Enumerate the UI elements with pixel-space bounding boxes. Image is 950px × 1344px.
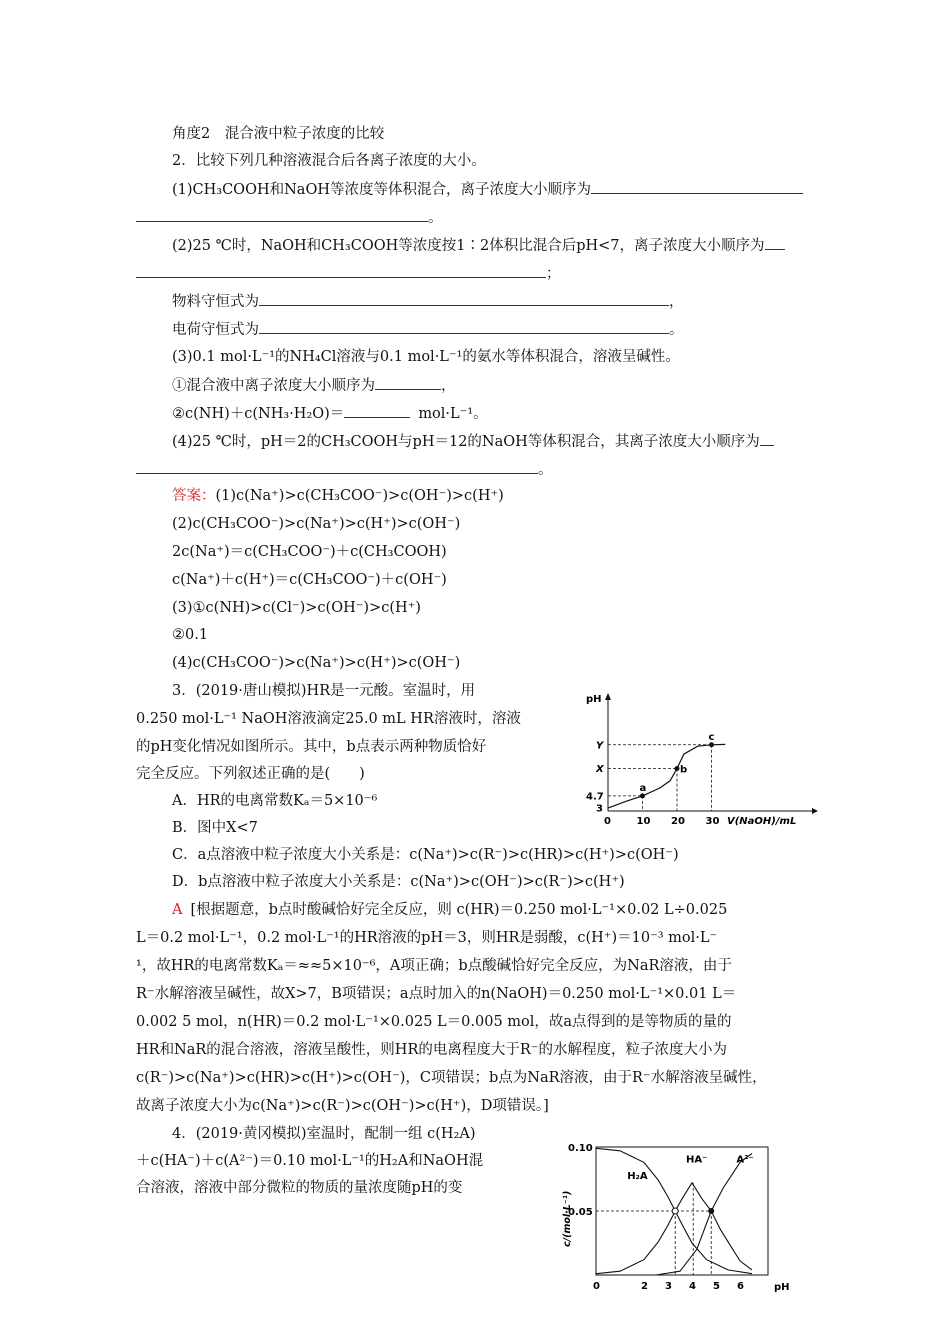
point-label: b xyxy=(680,764,688,776)
answer-blank xyxy=(259,291,669,306)
answer-blank xyxy=(760,431,774,446)
x-axis-label: V(NaOH)/mL xyxy=(727,816,797,827)
x-axis-arrow xyxy=(812,808,818,814)
series-label: HA⁻ xyxy=(686,1154,708,1166)
section-title: 角度2 混合液中粒子浓度的比较 xyxy=(172,126,385,142)
series-label: H₂A xyxy=(627,1171,648,1182)
x-tick-label: 6 xyxy=(737,1281,744,1292)
x-tick-label: 2 xyxy=(641,1281,648,1292)
y-tick-label: Y xyxy=(596,740,604,752)
q3-line-4: 完全反应。下列叙述正确的是( ) xyxy=(136,766,365,782)
point-label: a xyxy=(639,782,647,794)
q3-explanation-5: 0.002 5 mol，n(HR)＝0.2 mol·L⁻¹×0.025 L＝0.005 mol，故a点得到的是等物质的量的 xyxy=(136,1014,732,1030)
crossing-point-open xyxy=(672,1208,678,1214)
x-tick-label: 0 xyxy=(593,1281,600,1292)
q3-line-1: 3．(2019·唐山模拟)HR是一元酸。室温时，用 xyxy=(172,683,476,699)
answer-line-3: 2c(Na⁺)＝c(CH₃COO⁻)＋c(CH₃COOH) xyxy=(172,544,447,560)
q3-option-c: C．a点溶液中粒子浓度大小关系是：c(Na⁺)>c(R⁻)>c(HR)>c(H⁺)>c(OH⁻) xyxy=(172,847,679,863)
series-label: A²⁻ xyxy=(736,1154,754,1166)
q2-part3: (3)0.1 mol·L⁻¹的NH₄Cl溶液与0.1 mol·L⁻¹的氨水等体积混合，溶液呈碱性。 xyxy=(172,349,680,365)
point-a xyxy=(640,793,645,798)
y-tick-label: X xyxy=(596,764,604,776)
species-distribution-chart xyxy=(550,1135,790,1305)
y-tick-label: 4.7 xyxy=(586,791,604,803)
q3-option-b: B．图中X<7 xyxy=(172,820,258,836)
q4-line-3: 合溶液，溶液中部分微粒的物质的量浓度随pH的变 xyxy=(136,1180,463,1196)
answer-label: 答案： xyxy=(172,488,216,504)
answer-blank xyxy=(136,207,428,222)
q2-part2-cont: ； xyxy=(136,263,561,284)
q4-line-2: ＋c(HA⁻)＋c(A²⁻)＝0.10 mol·L⁻¹的H₂A和NaOH混 xyxy=(136,1153,484,1169)
q2-mass-balance: 物料守恒式为 ， xyxy=(172,291,684,312)
q2-charge-balance: 电荷守恒式为 。 xyxy=(172,319,684,340)
y-tick-label: 0.05 xyxy=(568,1207,593,1218)
q2-part2: (2)25 ℃时，NaOH和CH₃COOH等浓度按1∶2体积比混合后pH<7，离子浓度大小顺序为 xyxy=(172,235,785,256)
q2-part1: (1)CH₃COOH和NaOH等浓度等体积混合，离子浓度大小顺序为 xyxy=(172,179,803,200)
x-tick-label: 5 xyxy=(713,1281,720,1292)
q2-part1-cont: 。 xyxy=(136,207,443,228)
x-tick-label: 30 xyxy=(705,816,720,827)
q2-part4: (4)25 ℃时，pH＝2的CH₃COOH与pH＝12的NaOH等体积混合，其离子浓度大小顺序为 xyxy=(172,431,774,452)
q2-stem: 2．比较下列几种溶液混合后各离子浓度的大小。 xyxy=(172,153,486,169)
answer-blank xyxy=(136,263,546,278)
x-tick-label: 20 xyxy=(671,816,685,827)
answer-line-6: ②0.1 xyxy=(172,627,209,643)
answer-blank xyxy=(136,459,538,474)
answer-blank xyxy=(344,403,410,418)
q3-answer-letter: A xyxy=(172,902,183,918)
answer-line-5: (3)①c(NH)>c(Cl⁻)>c(OH⁻)>c(H⁺) xyxy=(172,600,421,616)
y-tick-label: 3 xyxy=(596,803,603,815)
q3-explanation-8: 故离子浓度大小为c(Na⁺)>c(R⁻)>c(OH⁻)>c(H⁺)，D项错误。] xyxy=(136,1098,549,1114)
point-label: c xyxy=(708,731,715,743)
answer-line-1: 答案：(1)c(Na⁺)>c(CH₃COO⁻)>c(OH⁻)>c(H⁺) xyxy=(172,488,504,504)
crossing-point-filled xyxy=(708,1208,714,1214)
q3-option-a: A．HR的电离常数Kₐ＝5×10⁻⁶ xyxy=(172,793,378,809)
x-tick-label: 0 xyxy=(604,816,611,827)
q4-line-1: 4．(2019·黄冈模拟)室温时，配制一组 c(H₂A) xyxy=(172,1126,476,1142)
q3-explanation-2: L＝0.2 mol·L⁻¹，0.2 mol·L⁻¹的HR溶液的pH＝3，则HR是弱酸，c(H⁺)＝10⁻³ mol·L⁻ xyxy=(136,930,718,946)
q2-part3b: ②c(NH)＋c(NH₃·H₂O)＝ mol·L⁻¹。 xyxy=(172,403,488,424)
curve-HA⁻ xyxy=(596,1183,752,1274)
y-axis-arrow xyxy=(605,693,611,700)
q3-explanation-4: R⁻水解溶液呈碱性，故X>7，B项错误；a点时加入的n(NaOH)＝0.250 mol·L⁻¹×0.01 L＝ xyxy=(136,986,737,1002)
y-tick-label: 0.10 xyxy=(568,1143,593,1154)
x-tick-label: 3 xyxy=(665,1281,672,1292)
point-c xyxy=(709,742,714,747)
answer-blank xyxy=(765,235,785,250)
x-tick-label: 10 xyxy=(636,816,651,827)
q2-part4-cont: 。 xyxy=(136,459,553,480)
y-axis-label: c/(mol·L⁻¹) xyxy=(562,1190,573,1247)
q2-part3a: ①混合液中离子浓度大小顺序为 ， xyxy=(172,375,456,396)
x-tick-label: 4 xyxy=(689,1281,696,1292)
answer-line-7: (4)c(CH₃COO⁻)>c(Na⁺)>c(H⁺)>c(OH⁻) xyxy=(172,655,461,671)
x-axis-label: pH xyxy=(774,1282,790,1293)
q3-explanation-1: A [根据题意，b点时酸碱恰好完全反应，则 c(HR)＝0.250 mol·L⁻¹×0.02 L÷0.025 xyxy=(172,902,728,918)
q3-option-d: D．b点溶液中粒子浓度大小关系是：c(Na⁺)>c(OH⁻)>c(R⁻)>c(H⁺) xyxy=(172,874,625,890)
q3-explanation-3: ¹，故HR的电离常数Kₐ＝≈≈5×10⁻⁶，A项正确；b点酸碱恰好完全反应，为NaR溶液，由于 xyxy=(136,958,732,974)
q3-line-3: 的pH变化情况如图所示。其中，b点表示两种物质恰好 xyxy=(136,739,487,755)
answer-line-4: c(Na⁺)＋c(H⁺)＝c(CH₃COO⁻)＋c(OH⁻) xyxy=(172,572,447,588)
point-b xyxy=(675,766,680,771)
answer-line-2: (2)c(CH₃COO⁻)>c(Na⁺)>c(H⁺)>c(OH⁻) xyxy=(172,516,461,532)
answer-blank xyxy=(375,375,441,390)
q3-line-2: 0.250 mol·L⁻¹ NaOH溶液滴定25.0 mL HR溶液时，溶液 xyxy=(136,711,521,727)
y-axis-label: pH xyxy=(586,694,602,705)
q3-explanation-6: HR和NaR的混合溶液，溶液呈酸性，则HR的电离程度大于R⁻的水解程度，粒子浓度大小为 xyxy=(136,1042,727,1058)
answer-blank xyxy=(591,179,803,194)
titration-curve xyxy=(608,744,725,808)
answer-blank xyxy=(259,319,669,334)
q3-explanation-7: c(R⁻)>c(Na⁺)>c(HR)>c(H⁺)>c(OH⁻)，C项错误；b点为NaR溶液，由于R⁻水解溶液呈碱性， xyxy=(136,1070,767,1086)
titration-chart xyxy=(580,690,820,835)
